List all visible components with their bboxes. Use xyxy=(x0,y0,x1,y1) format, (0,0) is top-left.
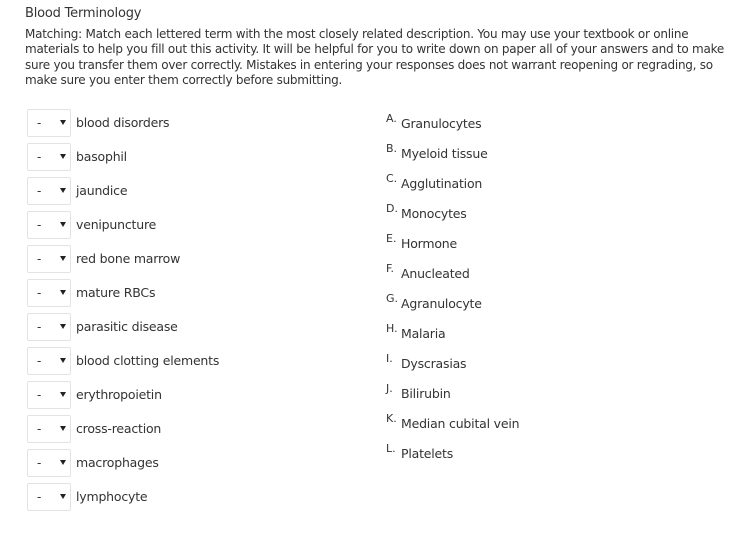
question-row xyxy=(27,449,357,483)
answer-option xyxy=(386,382,636,412)
answer-option xyxy=(386,262,636,292)
question-row xyxy=(27,143,357,177)
select-value: - xyxy=(37,422,42,436)
answer-text: Myeloid tissue xyxy=(401,146,488,161)
question-row xyxy=(27,279,357,313)
answer-letter: L. xyxy=(386,442,396,455)
question-row xyxy=(27,211,357,245)
answer-text: Bilirubin xyxy=(401,386,451,401)
answer-letter: B. xyxy=(386,142,398,155)
answer-select[interactable] xyxy=(27,381,71,409)
dropdown-arrow-icon xyxy=(60,324,66,329)
answer-option xyxy=(386,232,636,262)
answer-letter: H. xyxy=(386,322,398,335)
question-term: parasitic disease xyxy=(76,319,178,334)
question-term: venipuncture xyxy=(76,217,157,232)
answer-letter: C. xyxy=(386,172,398,185)
dropdown-arrow-icon xyxy=(60,188,66,193)
question-row xyxy=(27,483,357,517)
answer-text: Anucleated xyxy=(401,266,470,281)
answer-option xyxy=(386,202,636,232)
dropdown-arrow-icon xyxy=(60,494,66,499)
dropdown-arrow-icon xyxy=(60,392,66,397)
answer-select[interactable] xyxy=(27,211,71,239)
dropdown-arrow-icon xyxy=(60,222,66,227)
question-row xyxy=(27,415,357,449)
answer-select[interactable] xyxy=(27,415,71,443)
question-term: erythropoietin xyxy=(76,387,162,402)
question-term: mature RBCs xyxy=(76,285,156,300)
answer-select[interactable] xyxy=(27,279,71,307)
dropdown-arrow-icon xyxy=(60,426,66,431)
answer-letter: J. xyxy=(386,382,393,395)
answer-letter: G. xyxy=(386,292,399,305)
select-value: - xyxy=(37,286,42,300)
answer-option xyxy=(386,412,636,442)
answer-list xyxy=(386,112,636,472)
answer-letter: D. xyxy=(386,202,398,215)
dropdown-arrow-icon xyxy=(60,358,66,363)
question-term: lymphocyte xyxy=(76,489,148,504)
instructions-text: Matching: Match each lettered term with the most closely related description. You may use your textbook or online materials to help you fill out this activity. It will be helpful for you to write down on paper all of your answers and to make sure you transfer them over correctly. Mistakes in entering your responses does not warrant reopening or regrading, so make sure you enter them correctly before submitting. xyxy=(25,27,724,87)
answer-text: Dyscrasias xyxy=(401,356,467,371)
answer-select[interactable] xyxy=(27,483,71,511)
answer-option xyxy=(386,442,636,472)
answer-letter: E. xyxy=(386,232,397,245)
answer-text: Median cubital vein xyxy=(401,416,520,431)
question-row xyxy=(27,109,357,143)
dropdown-arrow-icon xyxy=(60,460,66,465)
select-value: - xyxy=(37,116,42,130)
question-term: macrophages xyxy=(76,455,159,470)
answer-text: Monocytes xyxy=(401,206,467,221)
question-row xyxy=(27,245,357,279)
answer-select[interactable] xyxy=(27,347,71,375)
answer-select[interactable] xyxy=(27,109,71,137)
answer-text: Granulocytes xyxy=(401,116,482,131)
answer-select[interactable] xyxy=(27,177,71,205)
select-value: - xyxy=(37,252,42,266)
answer-text: Agranulocyte xyxy=(401,296,482,311)
select-value: - xyxy=(37,490,42,504)
answer-text: Platelets xyxy=(401,446,454,461)
question-term: jaundice xyxy=(76,183,128,198)
question-term: cross-reaction xyxy=(76,421,162,436)
dropdown-arrow-icon xyxy=(60,120,66,125)
answer-option xyxy=(386,142,636,172)
select-value: - xyxy=(37,388,42,402)
answer-text: Agglutination xyxy=(401,176,483,191)
answer-text: Malaria xyxy=(401,326,446,341)
question-list xyxy=(27,109,357,517)
answer-letter: I. xyxy=(386,352,393,365)
page-title: Blood Terminology xyxy=(25,6,142,21)
answer-option xyxy=(386,112,636,142)
question-row xyxy=(27,381,357,415)
question-row xyxy=(27,347,357,381)
answer-option xyxy=(386,352,636,382)
answer-select[interactable] xyxy=(27,449,71,477)
answer-option xyxy=(386,322,636,352)
answer-letter: F. xyxy=(386,262,395,275)
answer-select[interactable] xyxy=(27,313,71,341)
select-value: - xyxy=(37,184,42,198)
question-row xyxy=(27,313,357,347)
select-value: - xyxy=(37,354,42,368)
question-term: red bone marrow xyxy=(76,251,181,266)
answer-letter: A. xyxy=(386,112,397,125)
select-value: - xyxy=(37,218,42,232)
answer-option xyxy=(386,292,636,322)
question-term: basophil xyxy=(76,149,127,164)
answer-letter: K. xyxy=(386,412,397,425)
dropdown-arrow-icon xyxy=(60,256,66,261)
question-term: blood disorders xyxy=(76,115,170,130)
dropdown-arrow-icon xyxy=(60,290,66,295)
answer-text: Hormone xyxy=(401,236,458,251)
answer-select[interactable] xyxy=(27,245,71,273)
question-row xyxy=(27,177,357,211)
select-value: - xyxy=(37,320,42,334)
select-value: - xyxy=(37,456,42,470)
question-term: blood clotting elements xyxy=(76,353,220,368)
select-value: - xyxy=(37,150,42,164)
dropdown-arrow-icon xyxy=(60,154,66,159)
answer-option xyxy=(386,172,636,202)
answer-select[interactable] xyxy=(27,143,71,171)
